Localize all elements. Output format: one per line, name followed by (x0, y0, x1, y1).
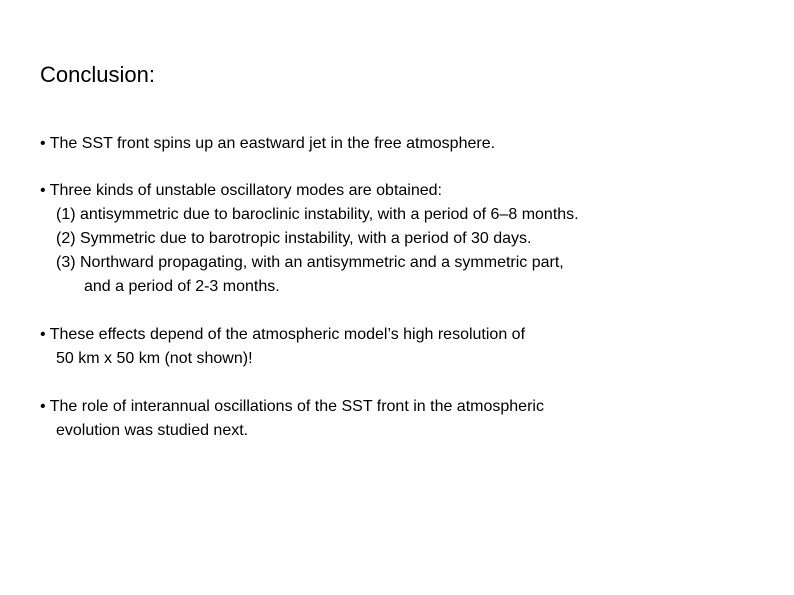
bullet-unstable-modes: • Three kinds of unstable oscillatory modes are obtained: (40, 182, 442, 199)
mode-item-1: (1) antisymmetric due to baroclinic instability, with a period of 6–8 months. (56, 206, 579, 223)
bullet-resolution: • These effects depend of the atmospheric model’s high resolution of (40, 326, 526, 343)
mode-item-2: (2) Symmetric due to barotropic instability, with a period of 30 days. (56, 230, 532, 247)
bullet-interannual-continuation: evolution was studied next. (56, 422, 249, 439)
bullet-sst-jet: • The SST front spins up an eastward jet in the free atmosphere. (40, 135, 496, 152)
mode-item-3: (3) Northward propagating, with an antisymmetric and a symmetric part, (56, 254, 564, 271)
slide-title: Conclusion: (40, 62, 155, 87)
mode-item-3-continuation: and a period of 2-3 months. (84, 278, 280, 295)
bullet-resolution-continuation: 50 km x 50 km (not shown)! (56, 350, 253, 367)
bullet-interannual: • The role of interannual oscillations of the SST front in the atmospheric (40, 398, 544, 415)
